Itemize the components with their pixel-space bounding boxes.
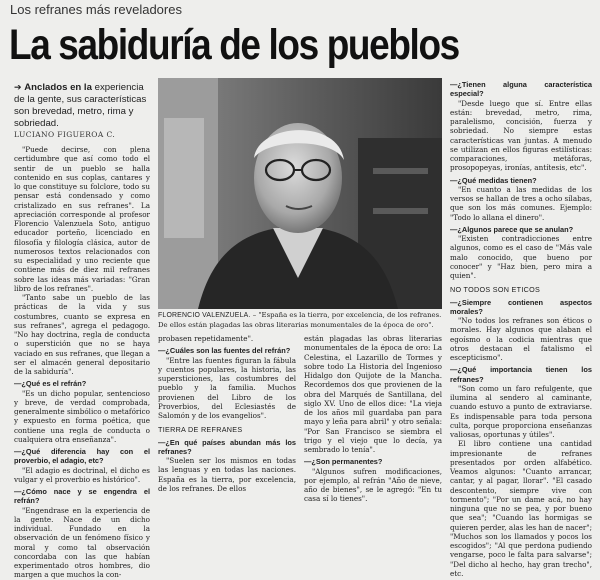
paragraph: están plagadas las obras literarias monumentales de la época de oro: La Celestina, el Lazarillo de Tormes y sobre todo La Historia del Ingenioso Hidalgo don Quijote de la Mancha. Recordemos dos que provienen de la obra del Marqués de Santillana, del siglo XV. Uno de ellos dice: "La vieja de los años mil guardaba pan para mayo y leña para abril" y otro señala: "Por San Francisco se siembra el trigo y el viejo que lo decía, ya sembrado lo tenía". [304, 334, 442, 454]
answer-paragraph: "Es un dicho popular, sentencioso y breve, de verdad comprobada, generalmente simbólico o metafórico y expuesto en forma poética, que contiene una regla de conducta o cualquiera otra enseñanza". [14, 388, 150, 444]
portrait-photo [158, 78, 442, 309]
question-heading: —¿Algunos parece que se anulan? [450, 224, 574, 234]
paragraph: probasen repetidamente". [158, 334, 254, 343]
answer-paragraph: "En cuanto a las medidas de los versos se hallan de tres a ocho sílabas, que son los más comunes. Ejemplo: "Todo lo allana el dinero". [450, 184, 592, 222]
article-column-4 [450, 80, 592, 578]
caption-text: – "España es la tierra, por excelencia, de los refranes. De ellos están plagadas las obras literarias monumentales de la época de oro". [158, 311, 442, 329]
byline: LUCIANO FIGUEROA C. [14, 130, 116, 139]
question-heading: —¿Son permanentes? [304, 457, 383, 467]
answer-paragraph: "El adagio es doctrinal, el dicho es vulgar y el proverbio es histórico". [14, 465, 150, 484]
lead-paragraph [14, 81, 150, 130]
paragraph: El libro contiene una cantidad impresionante de refranes presentados por orden alfabético. Veamos algunos: "Cuanto arrancar, cantar, y al pagar, llorar". "El casado descontento, siempre vive con tormento"; "Por un dame acá, no hay ninguna que no se pea, y por bueno que sea"; "Cuando las hormigas se quieren perder, alas les han de nacer"; "Muchos son los llamados y pocos los escogidos"; "Al que perdona pudiendo vengarse, poco le falta para salvarse"; "Del dicho al hecho, hay gran trecho", etc. [450, 439, 592, 578]
answer-paragraph: "Son como un faro refulgente, que ilumina al sendero al caminante, cuando estuvo a punto de extraviarse. Es indispensable para toda persona culta, porque proporciona enseñanzas valiosas, oportunas y útiles". [450, 383, 592, 439]
lead-bold: Anclados en la [24, 82, 92, 93]
subheading: TIERRA DE REFRANES [158, 425, 243, 435]
answer-paragraph: "Existen contradicciones entre algunos, como es el caso de "Más vale malo conocido, que bueno por conocer" y "Haz bien, pero mira a quien". [450, 234, 592, 280]
photo-caption [158, 311, 442, 329]
answer-paragraph: "Algunos sufren modificaciones, por ejemplo, al refrán "Año de nieve, año de bienes", se le agregó: "En tu casa sí lo tienes". [304, 466, 442, 504]
article-column-3 [304, 334, 442, 504]
answer-paragraph: "Suelen ser los mismos en todas las lenguas y en todas las naciones. España es la tierra, por excelencia, de los refranes. De ellos [158, 456, 296, 493]
arrow-icon: ➔ [14, 82, 22, 92]
question-heading: —¿Siempre contienen aspectos morales? [450, 297, 592, 316]
section-kicker: Los refranes más reveladores [10, 2, 182, 17]
question-heading: —¿Qué importancia tienen los refranes? [450, 365, 592, 384]
question-heading: —¿Qué diferencia hay con el proverbio, el adagio, etc? [14, 447, 150, 466]
question-heading: —¿Cómo nace y se engendra el refrán? [14, 487, 150, 506]
caption-name: FLORENCIO VALENZUELA. [158, 312, 251, 319]
question-heading: —¿Qué medidas tienen? [450, 175, 537, 185]
question-heading: —¿Tienen alguna característica especial? [450, 80, 592, 99]
article-column-1 [14, 145, 150, 580]
question-heading: —¿Cuáles son las fuentes del refrán? [158, 346, 291, 356]
article-column-2 [158, 334, 296, 493]
answer-paragraph: "Entre las fuentes figuran la fábula y cuentos populares, la historia, las supersticiones, las costumbres del pueblo y la familia. Muchos provienen del Libro de los Proverbios, del Eclesiastés de Salomón y de los evangelios". [158, 355, 296, 420]
subheading: NO TODOS SON ETICOS [450, 285, 541, 295]
question-heading: —¿Qué es el refrán? [14, 379, 87, 389]
paragraph: "Tanto sabe un pueblo de las prácticas de la vida y sus costumbres, cuanto se expresa en sus refranes", agrega el pedagogo. "No hay doctrina, regla de conducta o superstición que no se haya vaciado en sus refranes, que llegan a ser el almacén general depositario de la sabiduría". [14, 293, 150, 376]
photo-image [158, 78, 442, 309]
answer-paragraph: "Desde luego que sí. Entre ellas están: brevedad, metro, rima, paralelismo, concisión, fuerza y sobriedad. No siempre estas características van juntas. A menudo se utilizan en ellos figuras estilísticas: comparaciones, metáforas, prosopopeyas, ironías, antítesis, etc". [450, 98, 592, 173]
page-title: La sabiduría de los pueblos [9, 21, 459, 69]
answer-paragraph: "Engendrase en la experiencia de la gente. Nace de un dicho individual. Fundado en la observación de un fenómeno físico y moral y como tal observación concordaba con las que habían experimentado otros hombres, dio margen a que muchos la con- [14, 505, 150, 580]
answer-paragraph: "No todos los refranes son éticos o morales. Hay algunos que alaban el egoísmo o la codicia mientras que otros destacan el fatalismo el escepticismo". [450, 316, 592, 362]
question-heading: —¿En qué países abundan más los refranes? [158, 437, 296, 456]
lead-text: experiencia de la gente, sus características son brevedad, metro, rima y sobriedad. [14, 82, 147, 129]
paragraph: "Puede decirse, con plena certidumbre que así como todo el sentir de un pueblo se halla contenido en sus coplas, cantares y lo que constituye su folclore, todo su pensar está condensado y como cristalizado en sus refranes". La apreciación corresponde al profesor Florencio Valenzuela Soto, antiguo educador porteño, licenciado en filosofía y filología clásica, autor de numerosos textos relacionados con su especialidad y uno reciente que contiene más de diez mil refranes sobre las ideas más variadas: "Gran libro de los refranes". [14, 145, 150, 293]
